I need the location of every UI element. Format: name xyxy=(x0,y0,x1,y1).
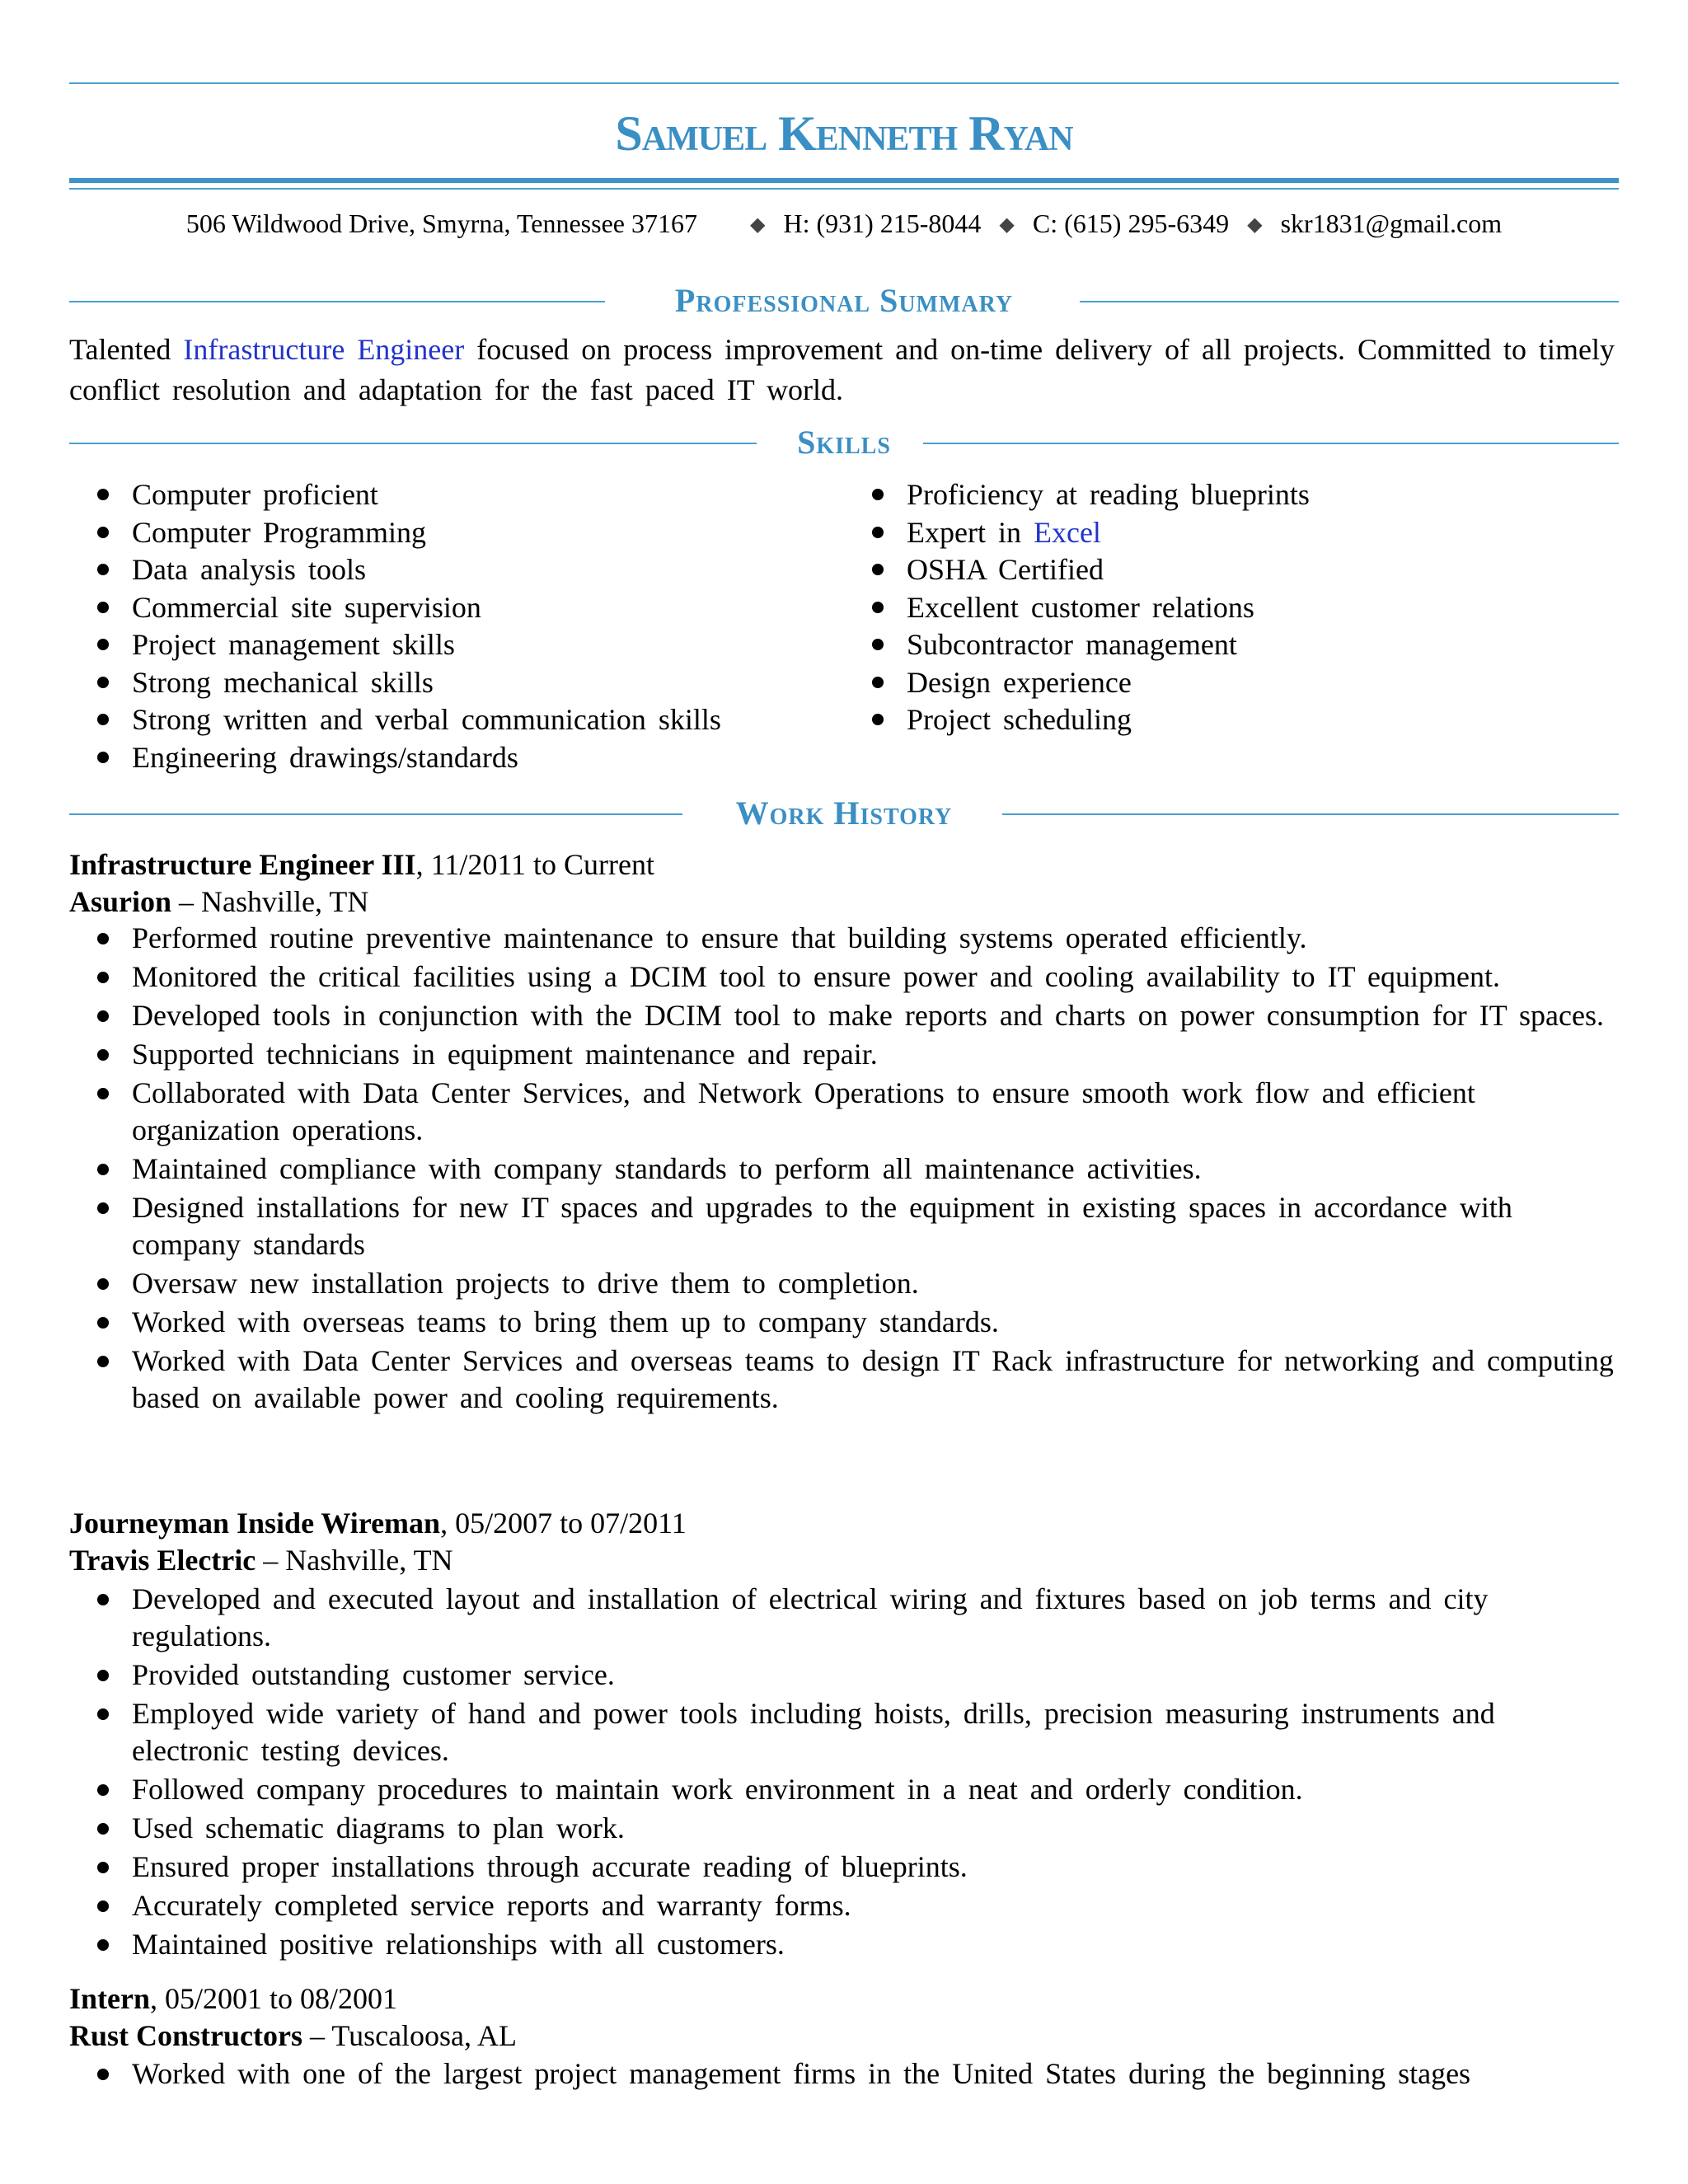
job-bullets xyxy=(69,920,1619,1418)
work-section-heading xyxy=(69,794,1619,832)
skill-item: Excellent customer relations xyxy=(844,589,1586,627)
heading-rule-right xyxy=(1002,813,1619,815)
list-item: Developed tools in conjunction with the DCIM tool to make reports and charts on power consumption for IT spaces. xyxy=(69,997,1619,1034)
summary-title: Professional Summary xyxy=(674,282,1014,319)
list-item: Worked with Data Center Services and overseas teams to design IT Rack infrastructure for networking and computing based on available power and cooling requirements. xyxy=(69,1343,1619,1417)
skill-item: Data analysis tools xyxy=(69,551,811,589)
company-name: Asurion xyxy=(69,885,172,918)
job-dates: , 05/2001 to 08/2001 xyxy=(150,1982,398,2015)
skill-item: Computer proficient xyxy=(69,476,811,514)
skill-item: Engineering drawings/standards xyxy=(69,739,811,777)
skill-item: OSHA Certified xyxy=(844,551,1586,589)
heading-rule-right xyxy=(1080,301,1619,302)
list-item: Performed routine preventive maintenance to ensure that building systems operated efficiently. xyxy=(69,920,1619,957)
company-location: – Nashville, TN xyxy=(171,885,369,918)
list-item: Developed and executed layout and installation of electrical wiring and fixtures based on job terms and city regulations. xyxy=(69,1581,1619,1655)
skill-item: Strong mechanical skills xyxy=(69,664,811,702)
list-item: Worked with overseas teams to bring them up to company standards. xyxy=(69,1304,1619,1341)
list-item: Ensured proper installations through accurate reading of blueprints. xyxy=(69,1849,1619,1886)
cell-phone: C: (615) 295-6349 xyxy=(1032,209,1230,238)
list-item: Used schematic diagrams to plan work. xyxy=(69,1810,1619,1847)
skills-list-right xyxy=(844,476,1586,739)
skill-item: Expert in Excel xyxy=(844,514,1586,552)
job-title: Intern xyxy=(69,1982,150,2015)
skills-section-heading xyxy=(69,424,1619,462)
list-item: Maintained compliance with company standards to perform all maintenance activities. xyxy=(69,1151,1619,1188)
list-item: Designed installations for new IT spaces and upgrades to the equipment in existing spaces in accordance with company standards xyxy=(69,1189,1619,1263)
header-top-rule xyxy=(69,82,1619,84)
job-title-line xyxy=(69,1980,397,2018)
header-bottom-rule xyxy=(69,188,1619,190)
list-item: Collaborated with Data Center Services, and Network Operations to ensure smooth work flow and efficient organization operations. xyxy=(69,1075,1619,1149)
skill-item: Commercial site supervision xyxy=(69,589,811,627)
list-item: Supported technicians in equipment maintenance and repair. xyxy=(69,1036,1619,1073)
skill-item: Computer Programming xyxy=(69,514,811,552)
header-thick-rule xyxy=(69,178,1619,183)
list-item: Worked with one of the largest project management firms in the United States during the beginning stages xyxy=(69,2055,1619,2093)
company-line xyxy=(69,2018,517,2055)
candidate-name: Samuel Kenneth Ryan xyxy=(615,106,1073,161)
diamond-separator-icon: ◆ xyxy=(749,214,766,236)
company-location: – Tuscaloosa, AL xyxy=(302,2019,518,2052)
summary-highlight: Infrastructure Engineer xyxy=(183,333,465,366)
skills-list-left xyxy=(69,476,811,776)
home-phone: H: (931) 215-8044 xyxy=(783,209,982,238)
list-item: Followed company procedures to maintain work environment in a neat and orderly condition. xyxy=(69,1771,1619,1808)
diamond-separator-icon: ◆ xyxy=(1247,214,1263,236)
company-name: Rust Constructors xyxy=(69,2019,302,2052)
job-bullets xyxy=(69,1581,1619,1965)
job-title: Journeyman Inside Wireman xyxy=(69,1507,441,1540)
job-bullets xyxy=(69,2055,1619,2094)
contact-line xyxy=(69,203,1619,244)
skill-item: Subcontractor management xyxy=(844,626,1586,664)
summary-text: Talented Infrastructure Engineer focused on process improvement and on-time delivery of all projects. Committed to timely conflict resolution and adaptation for the fast paced IT world. xyxy=(69,333,1615,406)
skill-item: Project management skills xyxy=(69,626,811,664)
skill-item: Proficiency at reading blueprints xyxy=(844,476,1586,514)
excel-highlight: Excel xyxy=(1033,515,1101,549)
company-line xyxy=(69,1542,453,1579)
skill-item: Project scheduling xyxy=(844,701,1586,739)
list-item: Maintained positive relationships with all customers. xyxy=(69,1926,1619,1963)
job-title-line xyxy=(69,846,654,883)
list-item: Provided outstanding customer service. xyxy=(69,1657,1619,1694)
resume-page xyxy=(69,0,1619,2184)
company-line xyxy=(69,883,368,921)
job-dates: , 05/2007 to 07/2011 xyxy=(440,1507,687,1540)
diamond-separator-icon: ◆ xyxy=(999,214,1015,236)
summary-section-heading xyxy=(69,282,1619,320)
email[interactable]: skr1831@gmail.com xyxy=(1280,209,1503,238)
job-dates: , 11/2011 to Current xyxy=(415,848,654,881)
address: 506 Wildwood Drive, Smyrna, Tennessee 37167 xyxy=(185,209,697,238)
heading-rule-right xyxy=(923,443,1619,444)
job-title-line xyxy=(69,1505,687,1542)
list-item: Accurately completed service reports and warranty forms. xyxy=(69,1887,1619,1924)
skills-title: Skills xyxy=(797,424,891,461)
skill-item: Design experience xyxy=(844,664,1586,702)
company-name: Travis Electric xyxy=(69,1544,256,1577)
work-title: Work History xyxy=(735,794,953,832)
company-location: – Nashville, TN xyxy=(256,1544,453,1577)
list-item: Oversaw new installation projects to drive them to completion. xyxy=(69,1265,1619,1302)
skill-item: Strong written and verbal communication skills xyxy=(69,701,811,739)
job-title: Infrastructure Engineer III xyxy=(69,848,416,881)
list-item: Monitored the critical facilities using a DCIM tool to ensure power and cooling availability to IT equipment. xyxy=(69,958,1619,996)
list-item: Employed wide variety of hand and power tools including hoists, drills, precision measuring instruments and electronic testing devices. xyxy=(69,1695,1619,1769)
